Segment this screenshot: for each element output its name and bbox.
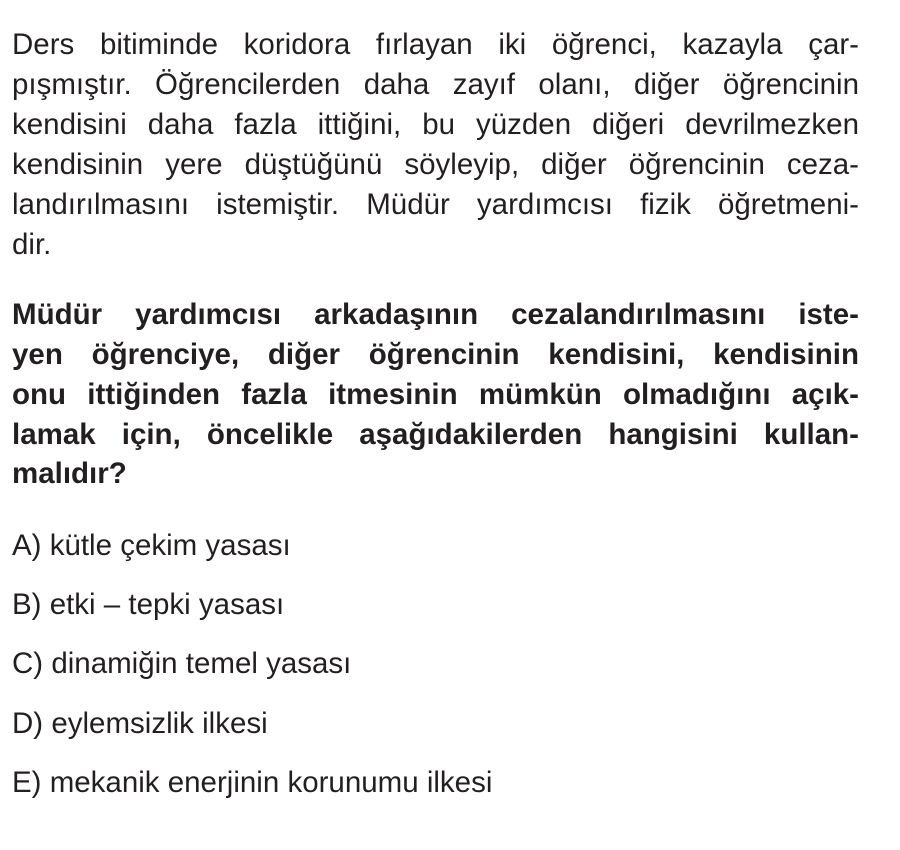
option-a[interactable]: A) kütle çekim yasası bbox=[12, 529, 291, 562]
question-line: lamak için, öncelikle aşağıdakilerden hangisini kullan- bbox=[12, 418, 859, 451]
passage-line: kendisini daha fazla ittiğini, bu yüzden diğeri devrilmezken bbox=[12, 108, 859, 141]
option-c[interactable]: C) dinamiğin temel yasası bbox=[12, 647, 352, 680]
passage-line: landırılmasını istemiştir. Müdür yardımcısı fizik öğretmeni- bbox=[12, 188, 859, 221]
passage-line: dir. bbox=[12, 228, 52, 261]
question-line: malıdır? bbox=[12, 457, 127, 490]
option-d[interactable]: D) eylemsizlik ilkesi bbox=[12, 707, 268, 740]
passage-line: pışmıştır. Öğrencilerden daha zayıf olanı, diğer öğrencinin bbox=[12, 68, 859, 101]
option-b[interactable]: B) etki – tepki yasası bbox=[12, 588, 285, 621]
question-line: onu ittiğinden fazla itmesinin mümkün olmadığını açık- bbox=[12, 378, 859, 411]
passage-line: Ders bitiminde koridora fırlayan iki öğrenci, kazayla çar- bbox=[12, 28, 859, 61]
option-e[interactable]: E) mekanik enerjinin korunumu ilkesi bbox=[12, 766, 493, 799]
passage-line: kendisinin yere düştüğünü söyleyip, diğer öğrencinin ceza- bbox=[12, 148, 859, 181]
question-line: yen öğrenciye, diğer öğrencinin kendisini, kendisinin bbox=[12, 338, 859, 371]
question-line: Müdür yardımcısı arkadaşının cezalandırılmasını iste- bbox=[12, 298, 859, 331]
